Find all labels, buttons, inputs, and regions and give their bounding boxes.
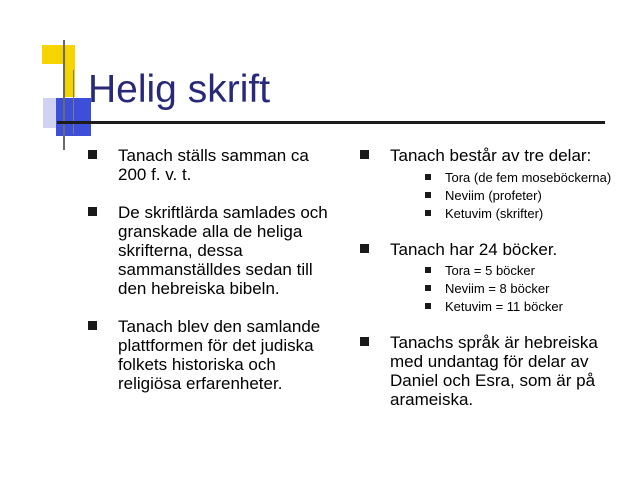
- sub-item-text: Tora (de fem moseböckerna): [445, 170, 612, 185]
- square-bullet-icon: [88, 207, 97, 216]
- decor-vertical-line: [63, 40, 65, 150]
- decor-short-line: [73, 70, 74, 134]
- bullet-item: [360, 146, 620, 165]
- sub-item: [425, 299, 620, 315]
- decor-light-blue-block: [43, 98, 56, 128]
- square-bullet-icon: [360, 244, 369, 253]
- square-bullet-icon: [425, 285, 431, 291]
- sub-list: [425, 170, 620, 222]
- bullet-item: [88, 203, 338, 298]
- sub-item-text: Ketuvim = 11 böcker: [445, 299, 563, 314]
- right-column: [360, 146, 620, 409]
- bullet-item: [88, 317, 338, 393]
- bullet-item: [360, 333, 620, 409]
- square-bullet-icon: [425, 192, 431, 198]
- bullet-text: De skriftlärda samlades och granskade alla de heliga skrifterna, dessa sammanställdes sedan till den hebreiska bibeln.: [118, 203, 328, 298]
- square-bullet-icon: [425, 174, 431, 180]
- sub-item: [425, 263, 620, 279]
- sub-item: [425, 281, 620, 297]
- sub-item-text: Ketuvim (skrifter): [445, 206, 544, 221]
- left-column: [88, 146, 338, 393]
- square-bullet-icon: [360, 150, 369, 159]
- bullet-text: Tanach består av tre delar:: [390, 146, 592, 165]
- bullet-text: Tanach blev den samlande plattformen för det judiska folkets historiska och religiösa erfarenheter.: [118, 317, 321, 393]
- sub-item-text: Neviim = 8 böcker: [445, 281, 550, 296]
- bullet-text: Tanach ställs samman ca 200 f. v. t.: [118, 146, 309, 184]
- bullet-item: [88, 146, 338, 184]
- decor-white-panel: [42, 64, 64, 98]
- bullet-text: Tanachs språk är hebreiska med undantag för delar av Daniel och Esra, som är på arameiska.: [390, 333, 598, 409]
- square-bullet-icon: [425, 267, 431, 273]
- sub-item: [425, 206, 620, 222]
- bullet-item: [360, 240, 620, 259]
- sub-item-text: Neviim (profeter): [445, 188, 542, 203]
- square-bullet-icon: [88, 321, 97, 330]
- bullet-text: Tanach har 24 böcker.: [390, 240, 558, 259]
- sub-item: [425, 170, 620, 186]
- title-underline: [57, 121, 605, 124]
- square-bullet-icon: [425, 303, 431, 309]
- sub-list: [425, 263, 620, 315]
- slide-title: Helig skrift: [88, 68, 271, 111]
- sub-item: [425, 188, 620, 204]
- square-bullet-icon: [360, 337, 369, 346]
- square-bullet-icon: [88, 150, 97, 159]
- sub-item-text: Tora = 5 böcker: [445, 263, 535, 278]
- square-bullet-icon: [425, 210, 431, 216]
